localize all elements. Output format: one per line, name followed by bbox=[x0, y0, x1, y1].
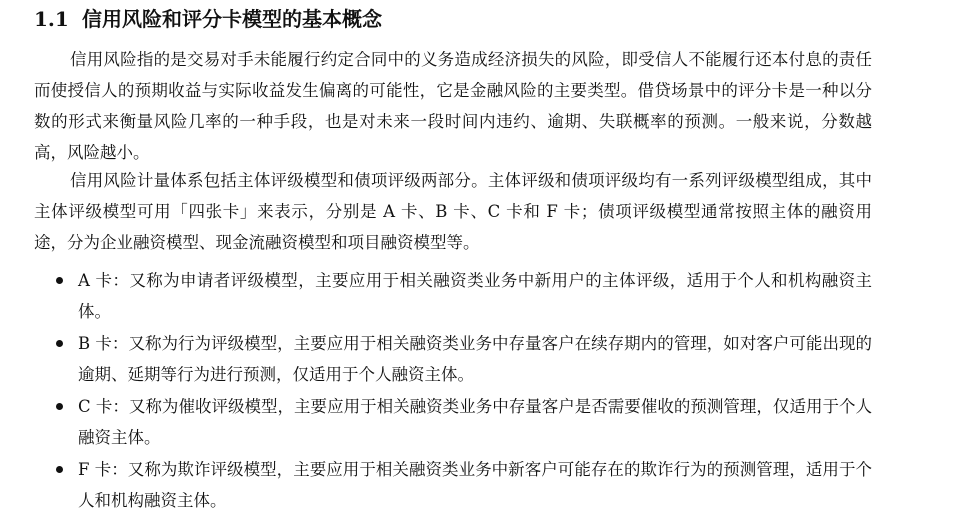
list-item-c-card bbox=[56, 391, 872, 453]
list-item-text: F 卡：又称为欺诈评级模型，主要应用于相关融资类业务中新客户可能存在的欺诈行为的预测管理，适用于个人和机构融资主体。 bbox=[78, 460, 872, 510]
list-item-text: C 卡：又称为催收评级模型，主要应用于相关融资类业务中存量客户是否需要催收的预测管理，仅适用于个人融资主体。 bbox=[78, 397, 872, 447]
section-heading bbox=[34, 6, 382, 32]
section-number: 1.1 bbox=[34, 7, 69, 31]
bullet-icon bbox=[56, 277, 63, 284]
list-item-f-card bbox=[56, 454, 872, 516]
bullet-icon bbox=[56, 340, 63, 347]
section-title: 信用风险和评分卡模型的基本概念 bbox=[82, 7, 382, 31]
paragraph-rating-system: 信用风险计量体系包括主体评级模型和债项评级两部分。主体评级和债项评级均有一系列评级模型组成，其中主体评级模型可用「四张卡」来表示，分别是 A 卡、B 卡、C 卡和 F 卡；债项评级模型通常按照主体的融资用途，分为企业融资模型、现金流融资模型和项目融资模型等。 bbox=[34, 171, 872, 252]
bullet-icon bbox=[56, 466, 63, 473]
paragraph-credit-risk-definition: 信用风险指的是交易对手未能履行约定合同中的义务造成经济损失的风险，即受信人不能履行还本付息的责任而使授信人的预期收益与实际收益发生偏离的可能性，它是金融风险的主要类型。借贷场景中的评分卡是一种以分数的形式来衡量风险几率的一种手段，也是对未来一段时间内违约、逾期、失联概率的预测。一般来说，分数越高，风险越小。 bbox=[34, 50, 872, 162]
list-item-a-card bbox=[56, 265, 872, 327]
bullet-icon bbox=[56, 403, 63, 410]
list-item-text: B 卡：又称为行为评级模型，主要应用于相关融资类业务中存量客户在续存期内的管理，如对客户可能出现的逾期、延期等行为进行预测，仅适用于个人融资主体。 bbox=[78, 334, 872, 384]
list-item-b-card bbox=[56, 328, 872, 390]
scorecard-list bbox=[56, 265, 872, 517]
list-item-text: A 卡：又称为申请者评级模型，主要应用于相关融资类业务中新用户的主体评级，适用于个人和机构融资主体。 bbox=[78, 271, 872, 321]
